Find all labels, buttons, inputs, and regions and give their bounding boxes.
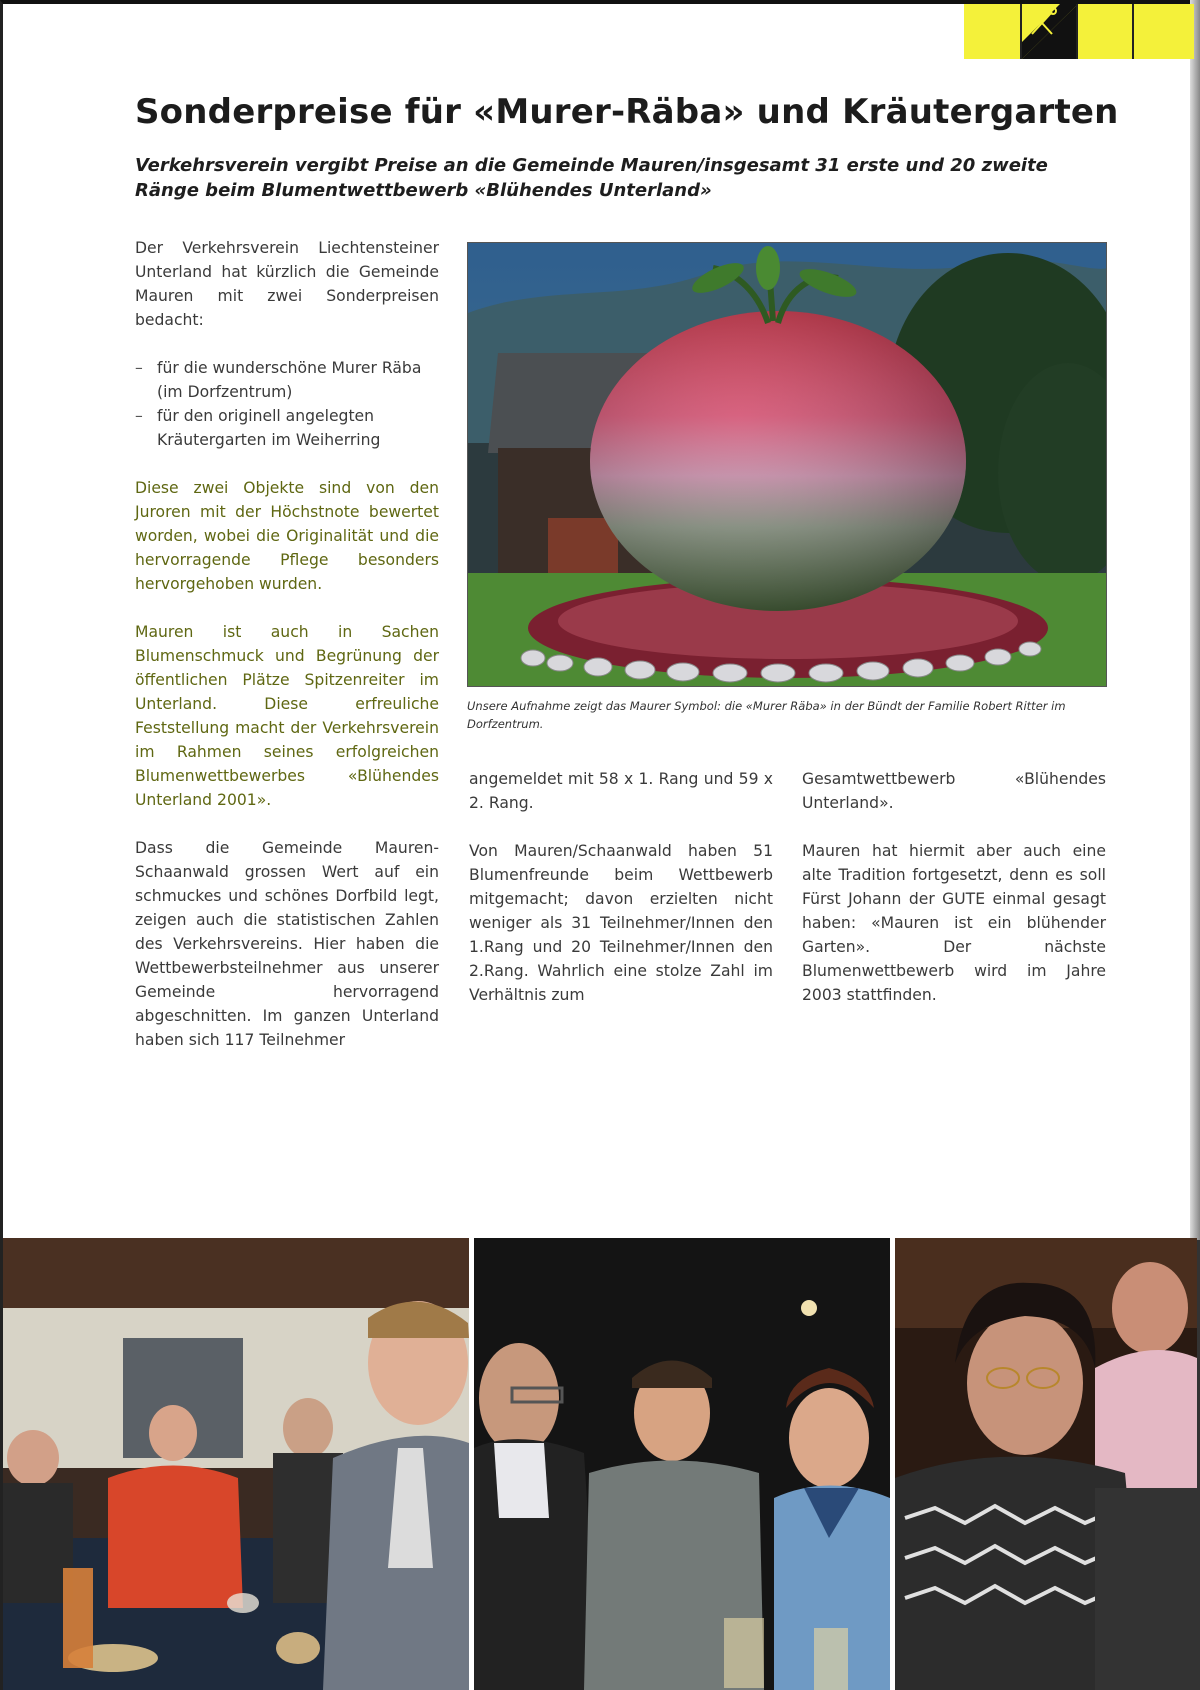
award-list-item: – für die wunderschöne Murer Räba (im Dorfzentrum): [135, 356, 439, 404]
event-photo-strip: [3, 1238, 1197, 1690]
intro-paragraph: Der Verkehrsverein Liechtensteiner Unterland hat kürzlich die Gemeinde Mauren mit zwei Sonderpreisen bedacht:: [135, 239, 439, 329]
event-photo-1: [3, 1238, 469, 1690]
event-photo-3: [895, 1238, 1197, 1690]
murer-raeba-photo: [467, 242, 1107, 687]
section-tab: [1078, 4, 1134, 59]
crossed-tools-icon: [1022, 4, 1078, 59]
page-fold-shadow: [1190, 0, 1200, 1240]
section-tab-crest: [1022, 4, 1078, 59]
tradition-paragraph: Mauren hat hiermit aber auch eine alte Tradition fortgesetzt, denn es soll Fürst Johann der GUTE einmal gesagt haben: «Mauren ist ein blühender Garten». Der nächste Blumenwettbewerb wird im Jahre 2003 stattfinden.: [802, 842, 1106, 1004]
section-tabs: [964, 4, 1194, 59]
article-column-2: [469, 767, 773, 1007]
section-tab: [964, 4, 1022, 59]
article-title: Sonderpreise für «Murer-Räba» und Kräutergarten: [135, 92, 1119, 132]
ranking-paragraph: Mauren ist auch in Sachen Blumenschmuck und Begrünung der öffentlichen Plätze Spitzenreiter im Unterland. Diese erfreuliche Feststellung macht der Verkehrsverein im Rahmen seines erfolgreichen Blumenwettbewerbes «Blühendes Unterland 2001».: [135, 623, 439, 809]
statistics-paragraph: Dass die Gemeinde Mauren-Schaanwald grossen Wert auf ein schmuckes und schönes Dorfbild legt, zeigen auch die statistischen Zahlen des Verkehrsvereins. Hier haben die Wettbewerbsteilnehmer aus unserer Gemeinde hervorragend abgeschnitten. Im ganzen Unterland haben sich 117 Teilnehmer: [135, 839, 439, 1049]
photo-caption: Unsere Aufnahme zeigt das Maurer Symbol: die «Murer Räba» in der Bündt der Familie Robert Ritter im Dorfzentrum.: [467, 699, 1066, 731]
participants-paragraph: Von Mauren/Schaanwald haben 51 Blumenfreunde beim Wettbewerb mitgemacht; davon erzielten nicht weniger als 31 Teilnehmer/Innen den 1.Rang und 20 Teilnehmer/Innen den 2.Rang. Wahrlich eine stolze Zahl im Verhältnis zum: [469, 842, 773, 1004]
award-list: [135, 356, 439, 452]
article-column-1: [135, 236, 439, 1052]
flower-sculpture-image: [468, 243, 1107, 687]
article-column-3: [802, 767, 1106, 1007]
event-photo-2: [474, 1238, 890, 1690]
article-subtitle: Verkehrsverein vergibt Preise an die Gemeinde Mauren/insgesamt 31 erste und 20 zweite Ränge beim Blumentwettbewerb «Blühendes Unterland»: [135, 155, 1048, 201]
section-tab: [1134, 4, 1194, 59]
registration-paragraph: angemeldet mit 58 x 1. Rang und 59 x 2. Rang.: [469, 770, 773, 812]
award-list-item: – für den originell angelegten Kräutergarten im Weiherring: [135, 404, 439, 452]
jury-paragraph: Diese zwei Objekte sind von den Juroren mit der Höchstnote bewertet worden, wobei die Originalität und die hervorragende Pflege besonders hervorgehoben wurden.: [135, 479, 439, 593]
competition-paragraph: Gesamtwettbewerb «Blühendes Unterland».: [802, 770, 1106, 812]
